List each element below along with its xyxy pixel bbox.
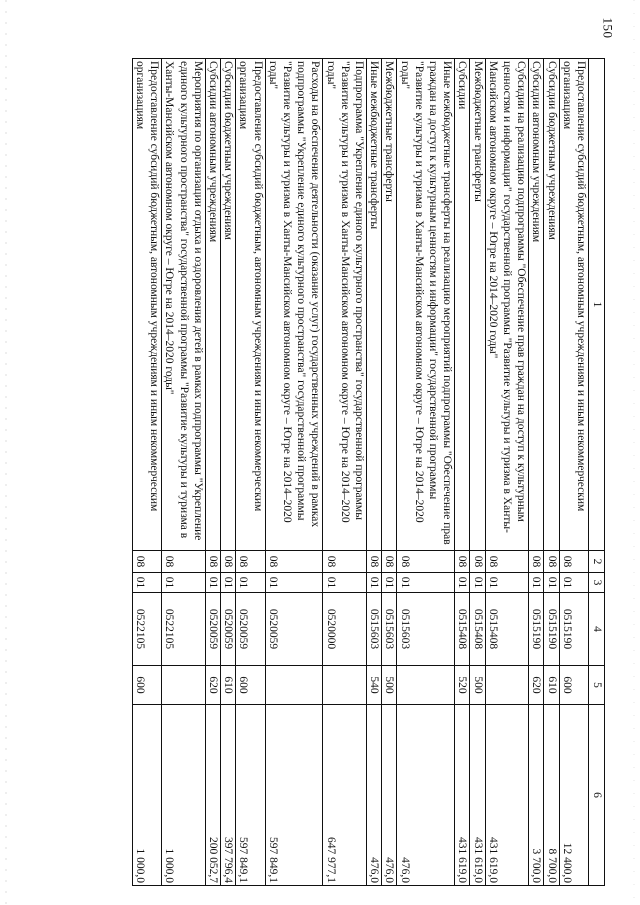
header-cell-5: 5 bbox=[589, 666, 605, 705]
row-expense-type-cell: 610 bbox=[544, 666, 559, 705]
row-subsection-cell: 01 bbox=[485, 573, 529, 593]
table-row bbox=[236, 59, 265, 886]
table-row bbox=[382, 59, 397, 886]
table-row bbox=[220, 59, 235, 886]
header-cell-1: 1 bbox=[589, 59, 605, 551]
row-name-cell: Субсидии bbox=[455, 59, 470, 551]
row-section-cell: 08 bbox=[382, 551, 397, 573]
row-subsection-cell: 01 bbox=[559, 573, 588, 593]
row-target-article-cell: 0520059 bbox=[205, 593, 220, 666]
row-expense-type-cell bbox=[162, 666, 206, 705]
row-name-cell: Предоставление субсидий бюджетным, автономным учреждениям и иным некоммерческим организациям bbox=[559, 59, 588, 551]
page-number: 150 bbox=[600, 17, 616, 39]
row-section-cell: 08 bbox=[220, 551, 235, 573]
row-target-article-cell: 0515603 bbox=[382, 593, 397, 666]
table-row bbox=[205, 59, 220, 886]
row-target-article-cell: 0520059 bbox=[220, 593, 235, 666]
row-subsection-cell: 01 bbox=[132, 573, 161, 593]
header-cell-4: 4 bbox=[589, 593, 605, 666]
row-section-cell: 08 bbox=[485, 551, 529, 573]
header-cell-6: 6 bbox=[589, 705, 605, 886]
row-expense-type-cell bbox=[397, 666, 455, 705]
budget-table-body bbox=[132, 59, 604, 886]
row-name-cell: Предоставление субсидий бюджетным, автономным учреждениям и иным некоммерческим организациям bbox=[132, 59, 161, 551]
row-amount-cell: 3 700,0 bbox=[529, 705, 544, 886]
row-expense-type-cell bbox=[265, 666, 323, 705]
row-amount-cell: 647 977,1 bbox=[323, 705, 367, 886]
row-target-article-cell: 0515190 bbox=[544, 593, 559, 666]
row-target-article-cell: 0515190 bbox=[559, 593, 588, 666]
table-row bbox=[162, 59, 206, 886]
row-subsection-cell: 01 bbox=[323, 573, 367, 593]
row-name-cell: Субсидии автономным учреждениям bbox=[205, 59, 220, 551]
row-target-article-cell: 0520059 bbox=[265, 593, 323, 666]
row-expense-type-cell: 500 bbox=[382, 666, 397, 705]
row-subsection-cell: 01 bbox=[236, 573, 265, 593]
header-cell-3: 3 bbox=[589, 573, 605, 593]
row-name-cell: Субсидии бюджетным учреждениям bbox=[220, 59, 235, 551]
table-row bbox=[132, 59, 161, 886]
row-target-article-cell: 0522105 bbox=[132, 593, 161, 666]
row-name-cell: Иные межбюджетные трансферты bbox=[366, 59, 381, 551]
row-subsection-cell: 01 bbox=[529, 573, 544, 593]
row-expense-type-cell: 540 bbox=[366, 666, 381, 705]
row-subsection-cell: 01 bbox=[455, 573, 470, 593]
header-row bbox=[589, 59, 605, 886]
table-row bbox=[455, 59, 470, 886]
row-name-cell: Субсидии бюджетным учреждениям bbox=[544, 59, 559, 551]
row-amount-cell: 476,0 bbox=[366, 705, 381, 886]
row-name-cell: Межбюджетные трансферты bbox=[470, 59, 485, 551]
row-name-cell: Предоставление субсидий бюджетным, автономным учреждениям и иным некоммерческим организациям bbox=[236, 59, 265, 551]
row-subsection-cell: 01 bbox=[162, 573, 206, 593]
row-target-article-cell: 0515408 bbox=[470, 593, 485, 666]
table-row bbox=[470, 59, 485, 886]
row-amount-cell: 597 849,1 bbox=[265, 705, 323, 886]
table-row bbox=[544, 59, 559, 886]
row-expense-type-cell: 620 bbox=[205, 666, 220, 705]
row-section-cell: 08 bbox=[132, 551, 161, 573]
row-amount-cell: 397 796,4 bbox=[220, 705, 235, 886]
row-name-cell: Субсидии автономным учреждениям bbox=[529, 59, 544, 551]
row-expense-type-cell bbox=[323, 666, 367, 705]
row-subsection-cell: 01 bbox=[382, 573, 397, 593]
row-section-cell: 08 bbox=[397, 551, 455, 573]
table-row bbox=[366, 59, 381, 886]
row-section-cell: 08 bbox=[366, 551, 381, 573]
rotated-table-container bbox=[67, 58, 605, 885]
row-subsection-cell: 01 bbox=[205, 573, 220, 593]
row-name-cell: Иные межбюджетные трансферты на реализацию мероприятий подпрограммы "Обеспечение прав граждан на доступ к культурным ценностям и информации" государственной программы "Развитие культуры и туризма в Ханты-Мансийском автономном округе – Югре на 2014–2020 годы" bbox=[397, 59, 455, 551]
row-target-article-cell: 0515190 bbox=[529, 593, 544, 666]
row-amount-cell: 200 052,7 bbox=[205, 705, 220, 886]
row-section-cell: 08 bbox=[205, 551, 220, 573]
row-amount-cell: 597 849,1 bbox=[236, 705, 265, 886]
table-row bbox=[529, 59, 544, 886]
row-name-cell: Межбюджетные трансферты bbox=[382, 59, 397, 551]
table-row bbox=[559, 59, 588, 886]
row-expense-type-cell: 610 bbox=[220, 666, 235, 705]
table-row bbox=[323, 59, 367, 886]
row-subsection-cell: 01 bbox=[220, 573, 235, 593]
row-expense-type-cell: 600 bbox=[236, 666, 265, 705]
row-target-article-cell: 0515408 bbox=[455, 593, 470, 666]
row-section-cell: 08 bbox=[559, 551, 588, 573]
row-subsection-cell: 01 bbox=[397, 573, 455, 593]
row-section-cell: 08 bbox=[455, 551, 470, 573]
row-target-article-cell: 0522105 bbox=[162, 593, 206, 666]
row-amount-cell: 431 619,0 bbox=[470, 705, 485, 886]
row-section-cell: 08 bbox=[529, 551, 544, 573]
row-expense-type-cell: 520 bbox=[455, 666, 470, 705]
row-expense-type-cell: 600 bbox=[559, 666, 588, 705]
row-target-article-cell: 0515603 bbox=[397, 593, 455, 666]
row-amount-cell: 476,0 bbox=[382, 705, 397, 886]
row-subsection-cell: 01 bbox=[544, 573, 559, 593]
row-target-article-cell: 0520000 bbox=[323, 593, 367, 666]
table-row bbox=[265, 59, 323, 886]
row-expense-type-cell: 600 bbox=[132, 666, 161, 705]
row-expense-type-cell: 620 bbox=[529, 666, 544, 705]
row-expense-type-cell: 500 bbox=[470, 666, 485, 705]
row-expense-type-cell bbox=[485, 666, 529, 705]
row-amount-cell: 8 700,0 bbox=[544, 705, 559, 886]
row-amount-cell: 431 619,0 bbox=[455, 705, 470, 886]
row-amount-cell: 1 000,0 bbox=[132, 705, 161, 886]
row-name-cell: Расходы на обеспечение деятельности (оказание услуг) государственных учреждений в рамках подпрограммы "Укрепление единого культурного пространства" государственной программы "Развитие культуры и туризма в Ханты-Мансийском автономном округе – Югре на 2014–2020 годы" bbox=[265, 59, 323, 551]
row-target-article-cell: 0515603 bbox=[366, 593, 381, 666]
row-name-cell: Подпрограмма "Укрепление единого культурного пространства" государственной программы "Развитие культуры и туризма в Ханты-Мансийском автономном округе – Югре на 2014–2020 годы" bbox=[323, 59, 367, 551]
row-section-cell: 08 bbox=[236, 551, 265, 573]
row-section-cell: 08 bbox=[470, 551, 485, 573]
header-cell-2: 2 bbox=[589, 551, 605, 573]
row-amount-cell: 431 619,0 bbox=[485, 705, 529, 886]
row-amount-cell: 1 000,0 bbox=[162, 705, 206, 886]
row-target-article-cell: 0520059 bbox=[236, 593, 265, 666]
row-amount-cell: 476,0 bbox=[397, 705, 455, 886]
row-section-cell: 08 bbox=[323, 551, 367, 573]
row-subsection-cell: 01 bbox=[470, 573, 485, 593]
row-section-cell: 08 bbox=[162, 551, 206, 573]
row-section-cell: 08 bbox=[265, 551, 323, 573]
row-subsection-cell: 01 bbox=[366, 573, 381, 593]
budget-table bbox=[132, 58, 605, 886]
row-subsection-cell: 01 bbox=[265, 573, 323, 593]
table-row bbox=[485, 59, 529, 886]
row-section-cell: 08 bbox=[544, 551, 559, 573]
row-name-cell: Мероприятия по организации отдыха и оздоровления детей в рамках подпрограммы "Укрепление единого культурного пространства" государственной программы "Развитие культуры и туризма в Ханты-Мансийском автономном округе – Югре на 2014–2020 годы" bbox=[162, 59, 206, 551]
row-name-cell: Субсидии на реализацию подпрограммы "Обеспечение прав граждан на доступ к культурным ценностям и информации" государственной программы "Развитие культуры и туризма в Ханты-Мансийском автономном округе – Югре на 2014–2020 годы" bbox=[485, 59, 529, 551]
row-amount-cell: 12 400,0 bbox=[559, 705, 588, 886]
row-target-article-cell: 0515408 bbox=[485, 593, 529, 666]
table-row bbox=[397, 59, 455, 886]
